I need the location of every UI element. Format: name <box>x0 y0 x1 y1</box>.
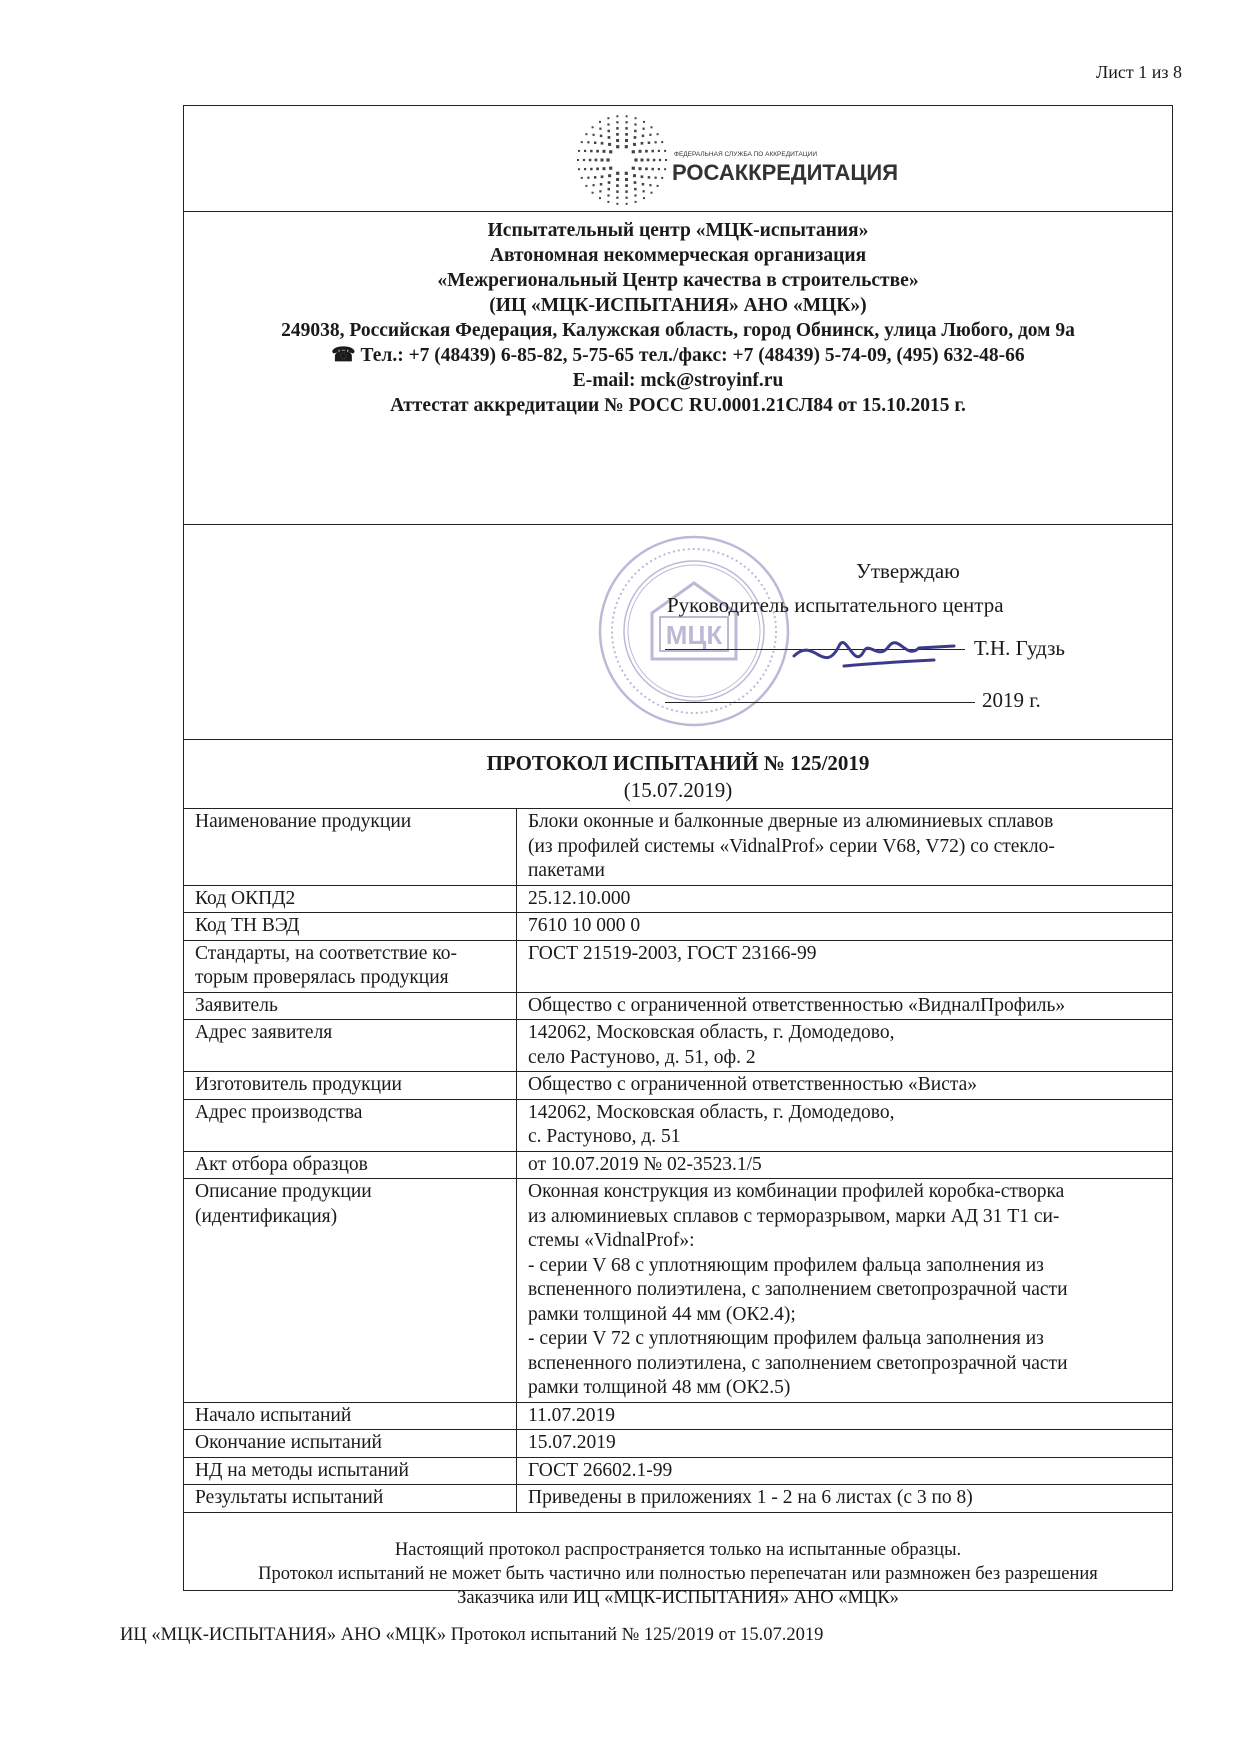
row-value <box>517 1402 1173 1430</box>
row-label <box>184 1457 517 1485</box>
org-line: ☎ Тел.: +7 (48439) 6-85-82, 5-75-65 тел./факс: +7 (48439) 5-74-09, (495) 632-48-66 <box>331 345 1025 366</box>
logo-dot <box>594 142 597 145</box>
logo-dot <box>592 192 594 194</box>
logo-dot <box>616 190 619 193</box>
table-row <box>184 1485 1173 1513</box>
row-value <box>517 1072 1173 1100</box>
logo-dot <box>664 168 666 170</box>
logo-dot <box>600 135 603 138</box>
logo-dot <box>634 123 636 125</box>
logo-dot <box>581 177 583 179</box>
logo-dot <box>616 115 618 117</box>
row-label-line: Акт отбора образцов <box>195 1153 368 1175</box>
row-value-line: пакетами <box>528 860 605 881</box>
row-value-line: 142062, Московская область, г. Домодедово, <box>528 1101 895 1123</box>
logo-dot <box>600 183 603 186</box>
row-label <box>184 1430 517 1458</box>
logo-dot <box>665 159 667 161</box>
logo-dot <box>585 185 587 187</box>
document-frame <box>183 105 1173 1608</box>
logo-dot <box>657 185 659 187</box>
protocol-info-table <box>183 808 1173 1513</box>
org-line: Аттестат аккредитации № РОСС RU.0001.21СЛ84 от 15.10.2015 г. <box>390 395 966 416</box>
logo-dot <box>634 181 637 184</box>
logo-dot <box>643 121 645 123</box>
logo-dot <box>608 174 611 177</box>
org-line: (ИЦ «МЦК-ИСПЫТАНИЯ» АНО «МЦК») <box>489 295 867 316</box>
row-value-line: 7610 10 000 0 <box>528 915 641 936</box>
logo-dot <box>625 127 628 130</box>
logo-dot <box>589 159 592 162</box>
logo-dot <box>578 168 580 170</box>
logo-dot <box>659 159 661 161</box>
logo-dot <box>607 201 609 203</box>
row-value-line: село Растуново, д. 51, оф. 2 <box>528 1046 756 1068</box>
logo-dot <box>635 117 637 119</box>
logo-dot <box>584 168 586 170</box>
row-label <box>184 992 517 1020</box>
row-label <box>184 913 517 941</box>
sheet-number: Лист 1 из 8 <box>1096 62 1182 82</box>
logo-dot <box>639 167 642 170</box>
rosaccreditation-logo <box>574 114 974 206</box>
logo-dot <box>616 197 618 199</box>
logo-dot <box>608 143 611 146</box>
logo-dot <box>608 188 611 191</box>
table-row <box>184 1151 1173 1179</box>
logo-dot <box>661 177 663 179</box>
logo-dot <box>625 139 628 142</box>
table-row <box>184 1402 1173 1430</box>
logo-dot <box>648 176 651 179</box>
row-value <box>517 1151 1173 1179</box>
row-value-line: Блоки оконные и балконные дверные из алюминиевых сплавов <box>528 811 1054 832</box>
logo-dot <box>595 159 598 162</box>
logo-dot <box>596 150 599 153</box>
approval-block <box>184 526 1172 740</box>
protocol-title: ПРОТОКОЛ ИСПЫТАНИЙ № 125/2019 <box>486 751 870 775</box>
logo-dot <box>607 194 609 196</box>
table-row <box>184 940 1173 992</box>
row-value-line: вспененного полиэтилена, с заполнением светопрозрачной части <box>528 1352 1068 1374</box>
logo-dot <box>634 188 637 191</box>
logo-dot <box>647 159 650 162</box>
row-value-line: стемы «VidnalProf»: <box>528 1230 695 1251</box>
logo-dot <box>657 133 659 135</box>
logo-dot <box>608 136 611 139</box>
protocol-date: (15.07.2019) <box>623 778 733 802</box>
row-value-line: рамки толщиной 44 мм (ОК2.4); <box>528 1303 796 1325</box>
handwritten-signature <box>784 616 964 686</box>
logo-dot <box>599 121 601 123</box>
logo-dot <box>643 197 645 199</box>
logo-dot <box>632 167 635 170</box>
row-label-line: Изготовитель продукции <box>195 1074 402 1095</box>
logo-dot <box>596 168 599 171</box>
logo-section <box>184 106 1172 212</box>
row-label-line: Стандарты, на соответствие ко- <box>195 942 458 964</box>
table-row <box>184 913 1173 941</box>
logo-dot <box>606 158 609 161</box>
row-label <box>184 1072 517 1100</box>
row-value-line: - серии V 68 с уплотняющим профилем фальца заполнения из <box>528 1254 1044 1276</box>
logo-dot <box>634 130 637 133</box>
logo-dot <box>599 197 601 199</box>
row-value-line: Общество с ограниченной ответственностью «ВидналПрофиль» <box>528 994 1066 1016</box>
logo-small-text: ФЕДЕРАЛЬНАЯ СЛУЖБА ПО АККРЕДИТАЦИИ <box>674 151 818 158</box>
date-line <box>665 702 975 703</box>
logo-dot <box>625 145 628 148</box>
row-value-line: 25.12.10.000 <box>528 887 631 909</box>
logo-dot <box>649 134 651 136</box>
logo-dot <box>616 184 619 187</box>
row-label-line: Результаты испытаний <box>195 1487 384 1508</box>
logo-dot <box>616 133 619 136</box>
logo-dot <box>651 126 653 128</box>
logo-dot <box>587 141 589 143</box>
row-value-line: ГОСТ 26602.1-99 <box>528 1459 673 1481</box>
logo-dot <box>599 128 601 130</box>
notice-line: Настоящий протокол распространяется только на испытанные образцы. <box>394 1540 962 1560</box>
logo-dot <box>603 150 606 153</box>
logo-dot <box>633 174 636 177</box>
notice-line: Протокол испытаний не может быть частично или полностью перепечатан или размножен без разрешения <box>258 1564 1098 1584</box>
row-label-line: Начало испытаний <box>195 1404 352 1426</box>
logo-dot <box>590 150 593 153</box>
table-row <box>184 885 1173 913</box>
protocol-heading <box>184 740 1172 808</box>
row-label <box>184 1151 517 1179</box>
row-label <box>184 1099 517 1151</box>
row-value <box>517 885 1173 913</box>
logo-dot <box>643 128 645 130</box>
logo-dot <box>608 181 611 184</box>
row-value <box>517 1485 1173 1513</box>
logo-dot <box>590 168 593 171</box>
row-value <box>517 1020 1173 1072</box>
logo-dot <box>585 133 587 135</box>
logo-dot <box>599 190 601 192</box>
row-label-line: Код ТН ВЭД <box>195 915 300 936</box>
logo-dot <box>634 194 636 196</box>
logo-dot <box>625 172 628 175</box>
logo-dot <box>587 177 589 179</box>
logo-dot <box>594 176 597 179</box>
table-row <box>184 1099 1173 1151</box>
logo-dot <box>642 135 645 138</box>
logo-dot <box>655 177 657 179</box>
approver-name: Т.Н. Гудзь <box>974 636 1065 660</box>
row-label-line: Заявитель <box>195 994 278 1016</box>
logo-dot <box>634 136 637 139</box>
table-row <box>184 1430 1173 1458</box>
row-value <box>517 809 1173 886</box>
notice-line: Заказчика или ИЦ «МЦК-ИСПЫТАНИЯ» АНО «МЦК» <box>457 1588 899 1608</box>
row-value-line: от 10.07.2019 № 02-3523.1/5 <box>528 1153 762 1175</box>
row-label-line: НД на методы испытаний <box>195 1459 409 1481</box>
logo-dot <box>633 143 636 146</box>
logo-dot <box>645 168 648 171</box>
row-value <box>517 1457 1173 1485</box>
logo-dot <box>664 150 666 152</box>
seal-text: МЦК <box>665 620 723 650</box>
logo-dot <box>635 201 637 203</box>
logo-dot <box>643 190 645 192</box>
logo-dot <box>626 197 628 199</box>
logo-dot <box>632 150 635 153</box>
logo-dot <box>661 141 663 143</box>
logo-dot <box>648 142 651 145</box>
row-value <box>517 992 1173 1020</box>
row-value-line: (из профилей системы «VidnalProf» серии V68, V72) со стекло- <box>528 835 1055 857</box>
approver-role: Руководитель испытательного центра <box>667 593 1004 617</box>
row-value <box>517 1430 1173 1458</box>
row-label <box>184 1402 517 1430</box>
row-label-line: Адрес производства <box>195 1101 363 1123</box>
logo-dot <box>578 150 580 152</box>
notice <box>184 1538 1172 1610</box>
logo-dot <box>584 150 586 152</box>
logo-dot <box>626 203 628 205</box>
logo-dot <box>616 121 618 123</box>
logo-dot <box>603 167 606 170</box>
seal-stamp <box>594 531 794 731</box>
logo-dot <box>658 168 660 170</box>
logo-dot <box>634 158 637 161</box>
row-value <box>517 940 1173 992</box>
logo-dot <box>639 150 642 153</box>
logo-dot <box>651 192 653 194</box>
approval-year: 2019 г. <box>982 688 1041 712</box>
approve-label: Утверждаю <box>856 559 960 583</box>
logo-dot <box>625 133 628 136</box>
row-value <box>517 1179 1173 1403</box>
logo-dot <box>626 121 628 123</box>
table-row <box>184 1020 1173 1072</box>
org-line: Автономная некоммерческая организация <box>489 245 867 266</box>
logo-dot <box>609 150 612 153</box>
logo-dot <box>652 150 655 153</box>
row-label-line: Код ОКПД2 <box>195 887 296 909</box>
row-value-line: ГОСТ 21519-2003, ГОСТ 23166-99 <box>528 942 817 964</box>
row-label-line: торым проверялась продукция <box>195 967 449 988</box>
row-value-line: 142062, Московская область, г. Домодедово, <box>528 1022 895 1043</box>
logo-dot <box>649 184 651 186</box>
row-label <box>184 885 517 913</box>
logo-dot <box>593 184 595 186</box>
row-value-line: Приведены в приложениях 1 - 2 на 6 листах (с 3 по 8) <box>528 1487 973 1508</box>
logo-dot <box>641 142 644 145</box>
logo-dot <box>616 203 618 205</box>
logo-dot <box>601 159 604 162</box>
logo-dot <box>645 150 648 153</box>
row-value-line: Общество с ограниченной ответственностью «Виста» <box>528 1074 978 1095</box>
logo-dot <box>616 127 619 130</box>
logo-dot <box>592 126 594 128</box>
logo-dot <box>653 159 656 162</box>
row-value-line: 15.07.2019 <box>528 1432 616 1453</box>
row-label-line: Описание продукции <box>195 1181 372 1202</box>
logo-dot <box>616 172 619 175</box>
logo-dot <box>593 134 595 136</box>
row-value-line: из алюминиевых сплавов с терморазрывом, марки АД 31 Т1 си- <box>528 1205 1060 1227</box>
row-value-line: вспененного полиэтилена, с заполнением светопрозрачной части <box>528 1279 1068 1300</box>
row-label-line: Окончание испытаний <box>195 1432 382 1453</box>
table-row <box>184 1457 1173 1485</box>
logo-dot <box>625 190 628 193</box>
row-label <box>184 1020 517 1072</box>
logo-dot <box>583 159 585 161</box>
logo-dot <box>601 175 604 178</box>
org-line: 249038, Российская Федерация, Калужская область, город Обнинск, улица Любого, дом 9а <box>281 320 1075 341</box>
logo-name: РОСАККРЕДИТАЦИЯ <box>672 160 899 185</box>
row-label-line: Наименование продукции <box>195 811 412 832</box>
logo-dot <box>625 178 628 181</box>
row-value-line: рамки толщиной 48 мм (ОК2.5) <box>528 1377 791 1398</box>
logo-dot <box>577 159 579 161</box>
row-value-line: 11.07.2019 <box>528 1404 616 1426</box>
logo-dot <box>655 141 657 143</box>
row-label-line: (идентификация) <box>195 1205 338 1227</box>
logo-dot <box>616 139 619 142</box>
table-row <box>184 1179 1173 1403</box>
logo-dot <box>609 167 612 170</box>
organization-header <box>184 212 1172 525</box>
logo-dot <box>658 150 660 152</box>
org-line: E-mail: mck@stroyinf.ru <box>572 370 784 391</box>
logo-dot <box>608 130 611 133</box>
org-line: «Межрегиональный Центр качества в строительстве» <box>437 270 919 291</box>
row-value-line: с. Растуново, д. 51 <box>528 1126 681 1147</box>
logo-dot <box>607 123 609 125</box>
logo-dot <box>581 141 583 143</box>
row-value-line: Оконная конструкция из комбинации профилей коробка-створка <box>528 1181 1065 1202</box>
logo-dot <box>616 145 619 148</box>
logo-dot <box>601 142 604 145</box>
row-value-line: - серии V 72 с уплотняющим профилем фальца заполнения из <box>528 1328 1044 1349</box>
row-label <box>184 1179 517 1403</box>
row-value <box>517 1099 1173 1151</box>
row-value <box>517 913 1173 941</box>
row-label-line: Адрес заявителя <box>195 1022 333 1043</box>
logo-dot <box>625 184 628 187</box>
logo-dot <box>642 183 645 186</box>
row-label <box>184 940 517 992</box>
logo-dot <box>652 168 655 171</box>
logo-dot <box>616 178 619 181</box>
logo-dot <box>626 115 628 117</box>
page-footer: ИЦ «МЦК-ИСПЫТАНИЯ» АНО «МЦК» Протокол испытаний № 125/2019 от 15.07.2019 <box>120 1625 824 1645</box>
logo-dot <box>641 175 644 178</box>
logo-dot <box>607 117 609 119</box>
org-line: Испытательный центр «МЦК-испытания» <box>487 220 869 241</box>
table-row <box>184 992 1173 1020</box>
table-row <box>184 809 1173 886</box>
logo-dot <box>641 159 644 162</box>
table-row <box>184 1072 1173 1100</box>
row-label <box>184 809 517 886</box>
row-label <box>184 1485 517 1513</box>
